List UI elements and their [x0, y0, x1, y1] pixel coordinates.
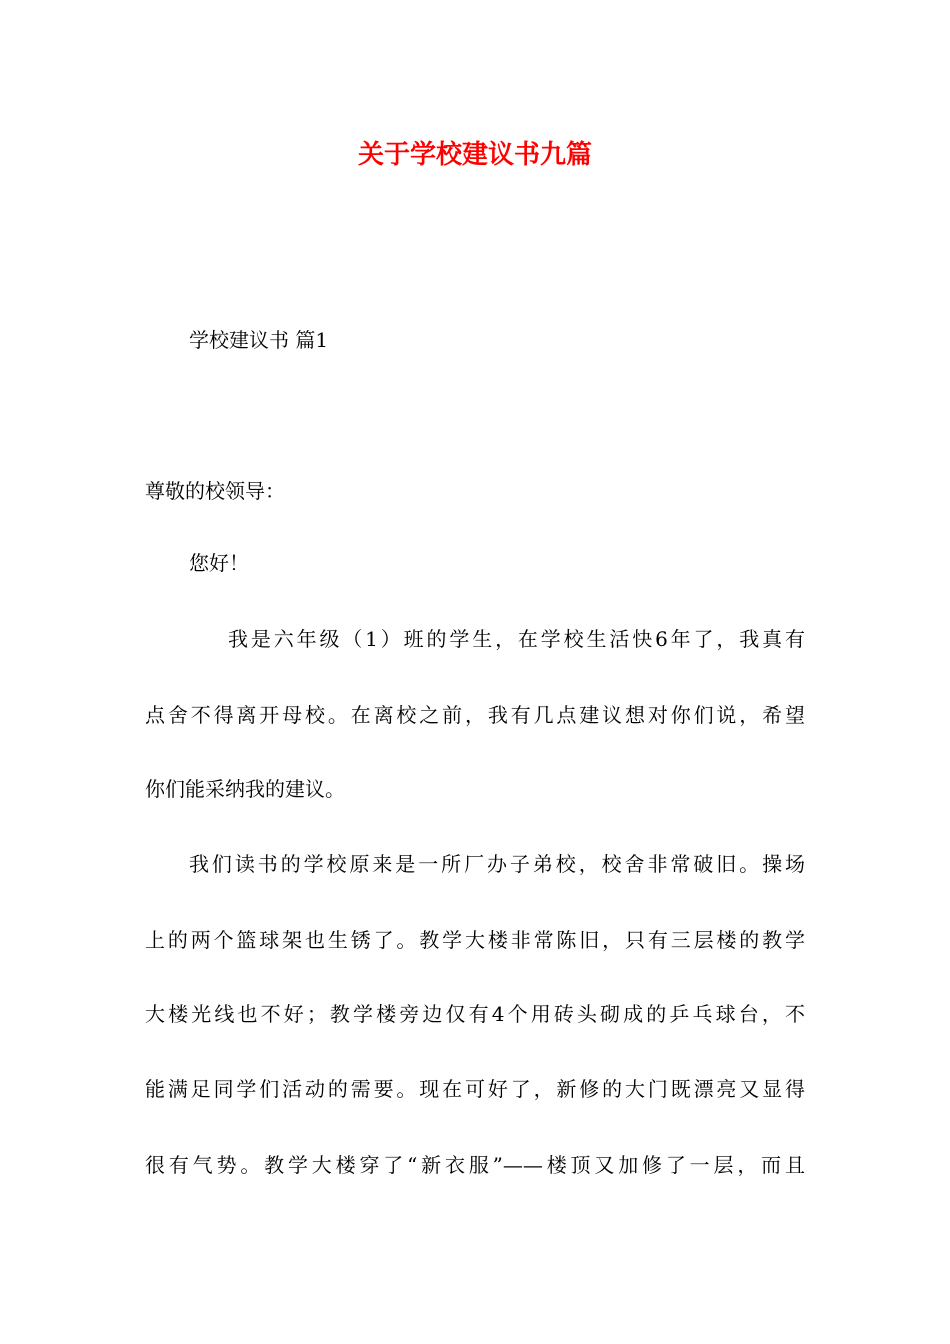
- paragraph-line: 我们读书的学校原来是一所厂办子弟校，校舍非常破旧。操场: [189, 852, 805, 876]
- paragraph-line: 我是六年级（1）班的学生，在学校生活快6年了，我真有: [228, 627, 805, 651]
- salutation: 尊敬的校领导：: [145, 479, 285, 503]
- paragraph-line: 上的两个篮球架也生锈了。教学大楼非常陈旧，只有三层楼的教学: [145, 928, 805, 952]
- paragraph-line: 点舍不得离开母校。在离校之前，我有几点建议想对你们说，希望: [145, 703, 805, 727]
- document-title: 关于学校建议书九篇: [357, 140, 592, 170]
- paragraph-line: 你们能采纳我的建议。: [145, 777, 345, 801]
- greeting: 您好！: [189, 551, 249, 575]
- section-heading: 学校建议书 篇1: [189, 328, 329, 352]
- paragraph-line: 大楼光线也不好；教学楼旁边仅有4个用砖头砌成的乒乓球台，不: [145, 1002, 805, 1026]
- paragraph-line: 能满足同学们活动的需要。现在可好了，新修的大门既漂亮又显得: [145, 1077, 805, 1101]
- paragraph-line: 很有气势。教学大楼穿了“新衣服”——楼顶又加修了一层，而且: [145, 1153, 805, 1177]
